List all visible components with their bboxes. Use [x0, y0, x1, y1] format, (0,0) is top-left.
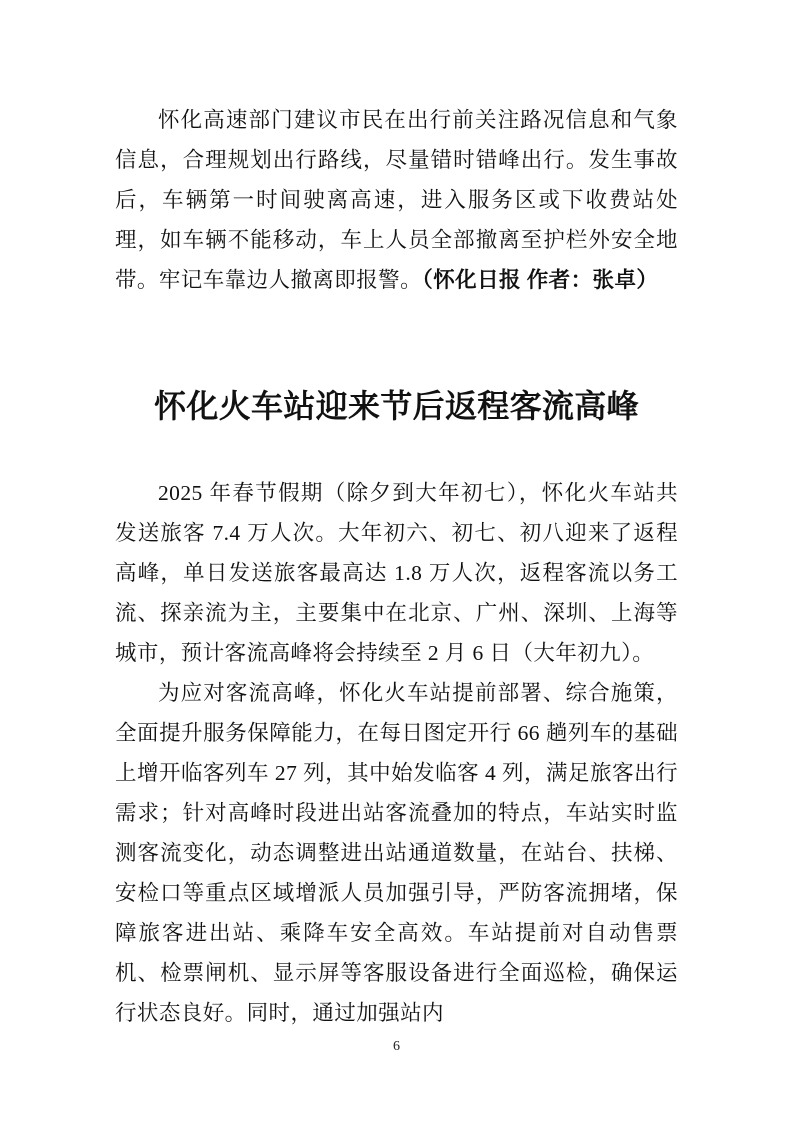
paragraph-highway-advice-text: 怀化高速部门建议市民在出行前关注路况信息和气象信息，合理规划出行路线，尽量错时错峰出行。发生事故后，车辆第一时间驶离高速，进入服务区或下收费站处理，如车辆不能移动，车上人员全部撤离至护栏外安全地带。牢记车靠边人撤离即报警。	[115, 108, 678, 292]
paragraph-response-measures: 为应对客流高峰，怀化火车站提前部署、综合施策，全面提升服务保障能力，在每日图定开行 66 趟列车的基础上增开临客列车 27 列，其中始发临客 4 列，满足旅客出行需求；针对高峰时段进出站客流叠加的特点，车站实时监测客流变化，动态调整进出站通道数量，在站台、扶梯、安检口等重点区域增派人员加强引导，严防客流拥堵，保障旅客进出站、乘降车安全高效。车站提前对自动售票机、检票闸机、显示屏等客服设备进行全面巡检，确保运行状态良好。同时，通过加强站内	[115, 681, 678, 1025]
article-heading: 怀化火车站迎来节后返程客流高峰	[154, 388, 639, 424]
article-attribution: （怀化日报 作者：张卓）	[422, 268, 659, 292]
page-number: 6	[393, 1039, 400, 1054]
document-body	[115, 100, 678, 1033]
paragraph-passenger-volume: 2025 年春节假期（除夕到大年初七），怀化火车站共发送旅客 7.4 万人次。大年初六、初七、初八迎来了返程高峰，单日发送旅客最高达 1.8 万人次，返程客流以务工流、探亲流为主，主要集中在北京、广州、深圳、上海等城市，预计客流高峰将会持续至 2 月 6 日（大年初九）。	[115, 481, 678, 665]
paragraph-highway-advice	[115, 100, 678, 300]
